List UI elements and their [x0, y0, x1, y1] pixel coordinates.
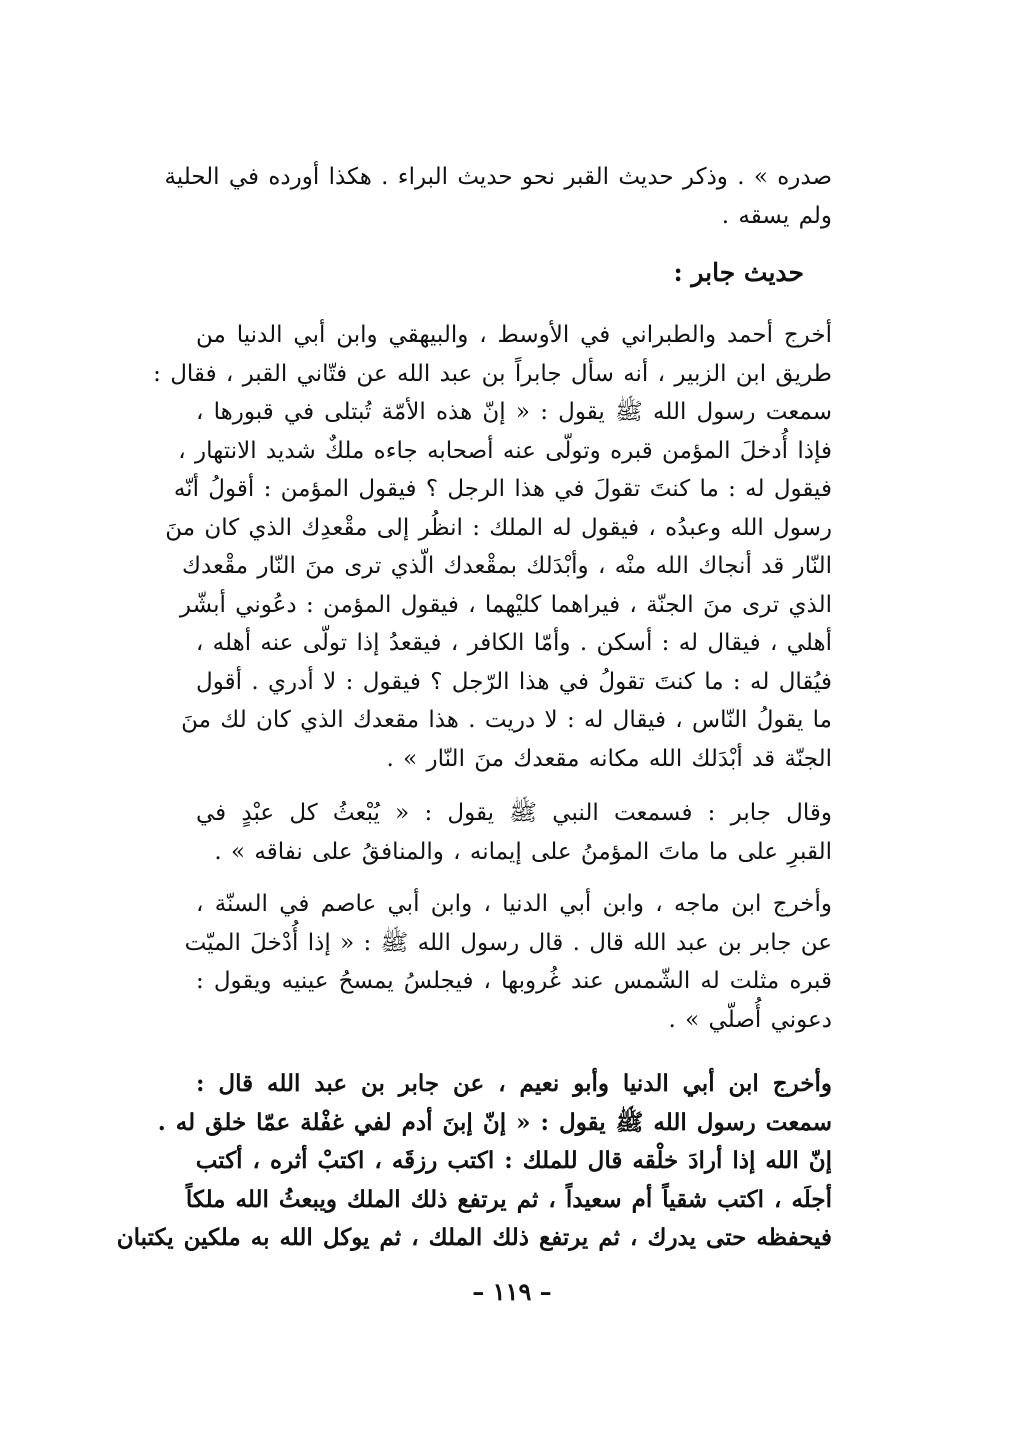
text-line: فيقول له : ما كنتَ تقولَ في هذا الرجل ؟ فيقول المؤمن : أقولُ أنّه — [173, 476, 832, 502]
text-line: الجنّة قد أبْدَلك الله مكانه مقعدك منَ النّار » . — [386, 745, 832, 772]
text-line: سمعت رسول الله ﷺ يقول : « إنّ هذه الأمّة تُبتلى في قبورها ، — [196, 399, 832, 425]
text-line: طريق ابن الزبير ، أنه سأل جابراً بن عبد الله عن فتّاني القبر ، فقال : — [153, 360, 832, 387]
intro-paragraph — [164, 158, 832, 235]
text-line: الذي ترى منَ الجنّة ، فيراهما كليْهما ، فيقول المؤمن : دعُوني أبشّر — [179, 591, 832, 618]
paragraph-4 — [116, 1065, 832, 1258]
text-line: وأخرج ابن ماجه ، وابن أبي الدنيا ، وابن أبي عاصم في السنّة ، — [196, 891, 832, 917]
text-line: أخرج أحمد والطبراني في الأوسط ، والبيهقي وابن أبي الدنيا من — [196, 322, 832, 348]
text-line: ولم يسقه . — [721, 202, 832, 229]
text-line: أجلَه ، اكتب شقياً أم سعيداً ، ثم يرتفع ذلك الملك ويبعثُ الله ملكاً — [185, 1185, 832, 1213]
text-line: صدره » . وذكر حديث القبر نحو حديث البراء . هكذا أورده في الحلية — [164, 164, 832, 190]
text-line: فيُقال له : ما كنتَ تقولُ في هذا الرّجل ؟ فيقول : لا أدري . أقول — [196, 668, 832, 695]
text-line: أهلي ، فيقال له : أسكن . وأمّا الكافر ، فيقعدُ إذا تولّى عنه أهله ، — [195, 630, 832, 656]
paragraph-1 — [153, 316, 832, 778]
text-line: إنّ الله إذا أرادَ خلْقه قال للملك : اكتب رزقَه ، اكتبْ أثره ، أكتب — [195, 1147, 832, 1174]
page-number: – ١١٩ – — [472, 1277, 552, 1306]
text-line: ما يقولُ النّاس ، فيقال له : لا دريت . هذا مقعدك الذي كان لك منَ — [181, 707, 832, 733]
paragraph-2 — [196, 794, 832, 871]
text-line: وأخرج ابن أبي الدنيا وأبو نعيم ، عن جابر بن عبد الله قال : — [196, 1070, 832, 1097]
text-line: دعوني أُصلّي » . — [668, 1006, 832, 1033]
text-line: سمعت رسول الله ﷺ يقول : « إنّ إبنَ أدم لفي غفْلة عمّا خلق له . — [157, 1108, 832, 1136]
text-line: قبره مثلت له الشّمس عند غُروبها ، فيجلسُ يمسحُ عينيه ويقول : — [196, 968, 832, 994]
text-line: وقال جابر : فسمعت النبي ﷺ يقول : « يُبْعثُ كل عبْدٍ في — [196, 800, 832, 826]
text-line: القبرِ على ما ماتَ المؤمنُ على إيمانه ، والمنافقُ على نفاقه » . — [214, 838, 832, 865]
text-line: فيحفظه حتى يدرك ، ثم يرتفع ذلك الملك ، ثم يوكل الله به ملكين يكتبان — [116, 1224, 832, 1251]
text-line: عن جابر بن عبد الله قال . قال رسول الله ﷺ : « إذا أُدْخلَ الميّت — [184, 929, 832, 956]
section-heading: حديث جابر : — [673, 258, 804, 287]
paragraph-3 — [184, 885, 832, 1039]
text-line: النّار قد أنجاك الله منْه ، وأبْدَلك بمقْعدك الّذي ترى منَ النّار مقْعدك — [182, 553, 832, 579]
text-line: فإذا أُدخلَ المؤمن قبره وتولّى عنه أصحابه جاءه ملكٌ شديد الانتهار ، — [178, 437, 832, 464]
text-line: رسول الله وعبدُه ، فيقول له الملك : انظُر إلى مقْعدِك الذي كان منَ — [165, 514, 832, 541]
